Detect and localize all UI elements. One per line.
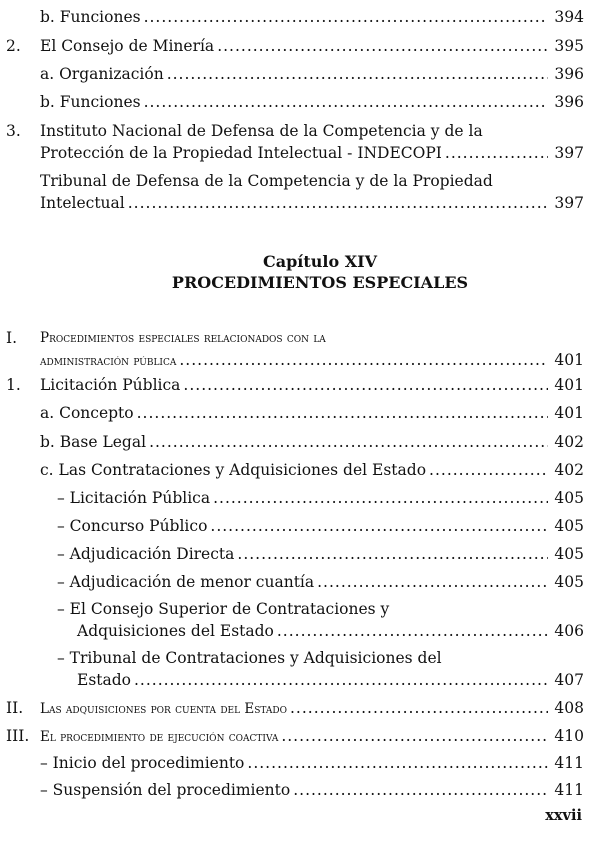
toc-entry [40,431,584,453]
entry-title-line2: Estado [77,671,131,689]
toc-entry [40,6,584,28]
leader-dots [213,487,548,509]
page-number: 401 [554,376,584,394]
leader-dots [237,543,548,565]
toc-entry [57,515,584,537]
leader-dots [128,192,549,214]
toc-entry [40,120,584,164]
entry-title: El Consejo de Minería [40,37,215,55]
page-number: 405 [554,573,584,591]
entry-number: 3. [6,122,21,140]
leader-dots [445,142,549,164]
toc-entry [40,170,584,214]
entry-title: – Concurso Público [57,517,208,535]
page-number: 396 [554,65,584,83]
page-number: 407 [554,671,584,689]
entry-title: – Inicio del procedimiento [40,754,245,772]
page-number: 402 [554,433,584,451]
entry-number: III. [6,727,30,745]
entry-title-line1: – El Consejo Superior de Contrataciones y [57,600,390,618]
toc-entry [57,571,584,593]
leader-dots [217,35,548,57]
page-number: 405 [554,489,584,507]
entry-title-line2: Intelectual [40,194,125,212]
entry-title: – Adjudicación Directa [57,545,235,563]
entry-title: El procedimiento de ejecución coactiva [40,729,279,745]
leader-dots [183,374,548,396]
entry-title: – Licitación Pública [57,489,211,507]
toc-entry [40,459,584,481]
chapter-title: PROCEDIMIENTOS ESPECIALES [171,273,469,292]
entry-title: b. Base Legal [40,433,147,451]
chapter-label: Capítulo XIV [262,252,378,271]
toc-entry [40,779,584,801]
leader-dots [167,63,549,85]
toc-entry [57,598,584,642]
toc-entry [40,35,584,57]
page-number: 405 [554,517,584,535]
page-number: 406 [554,622,584,640]
leader-dots [149,431,548,453]
toc-entry [40,63,584,85]
entry-title: a. Organización [40,65,164,83]
toc-entry [40,697,584,720]
entry-number: II. [6,699,24,717]
entry-title-line2: Adquisiciones del Estado [77,622,274,640]
entry-title-line2: Protección de la Propiedad Intelectual - INDECOPI [40,144,442,162]
page-number: 411 [554,781,584,799]
page-number: 408 [554,699,584,717]
page-number: 410 [554,727,584,745]
entry-title: Licitación Pública [40,376,181,394]
page-number: 401 [554,404,584,422]
entry-title: c. Las Contrataciones y Adquisiciones del Estado [40,461,427,479]
entry-number: I. [6,329,18,347]
toc-entry [57,647,584,691]
leader-dots [293,779,548,801]
leader-dots [137,402,549,424]
toc-entry [40,91,584,113]
toc-entry [40,327,584,372]
leader-dots [317,571,548,593]
entry-title-line2: administración pública [40,353,177,369]
leader-dots [134,669,548,691]
page-number: 395 [554,37,584,55]
leader-dots [179,349,548,371]
page-number: 396 [554,93,584,111]
entry-title: b. Funciones [40,93,141,111]
page-number: 397 [554,144,584,162]
page-number: 394 [554,8,584,26]
entry-title: Las adquisiciones por cuenta del Estado [40,701,287,717]
leader-dots [247,752,548,774]
toc-entry [57,487,584,509]
toc-entry [40,402,584,424]
entry-number: 1. [6,376,21,394]
toc-entry [40,752,584,774]
leader-dots [277,620,549,642]
entry-title-line1: Instituto Nacional de Defensa de la Competencia y de la [40,122,483,140]
toc-entry [40,725,584,748]
entry-title: a. Concepto [40,404,134,422]
toc-entry [40,374,584,396]
leader-dots [281,725,548,747]
leader-dots [210,515,548,537]
entry-number: 2. [6,37,21,55]
page-footer-number: xxvii [545,807,582,824]
page-number: 401 [554,351,584,369]
page-number: 402 [554,461,584,479]
toc-entry [57,543,584,565]
leader-dots [144,6,549,28]
entry-title-line1: Tribunal de Defensa de la Competencia y de la Propiedad [40,172,493,190]
leader-dots [290,697,548,719]
leader-dots [429,459,548,481]
entry-title-line1: – Tribunal de Contrataciones y Adquisiciones del [57,649,442,667]
entry-title: b. Funciones [40,8,141,26]
page-number: 411 [554,754,584,772]
page-number: 405 [554,545,584,563]
leader-dots [144,91,549,113]
page-number: 397 [554,194,584,212]
entry-title-line1: Procedimientos especiales relacionados con la [40,330,326,346]
entry-title: – Adjudicación de menor cuantía [57,573,315,591]
entry-title: – Suspensión del procedimiento [40,781,291,799]
